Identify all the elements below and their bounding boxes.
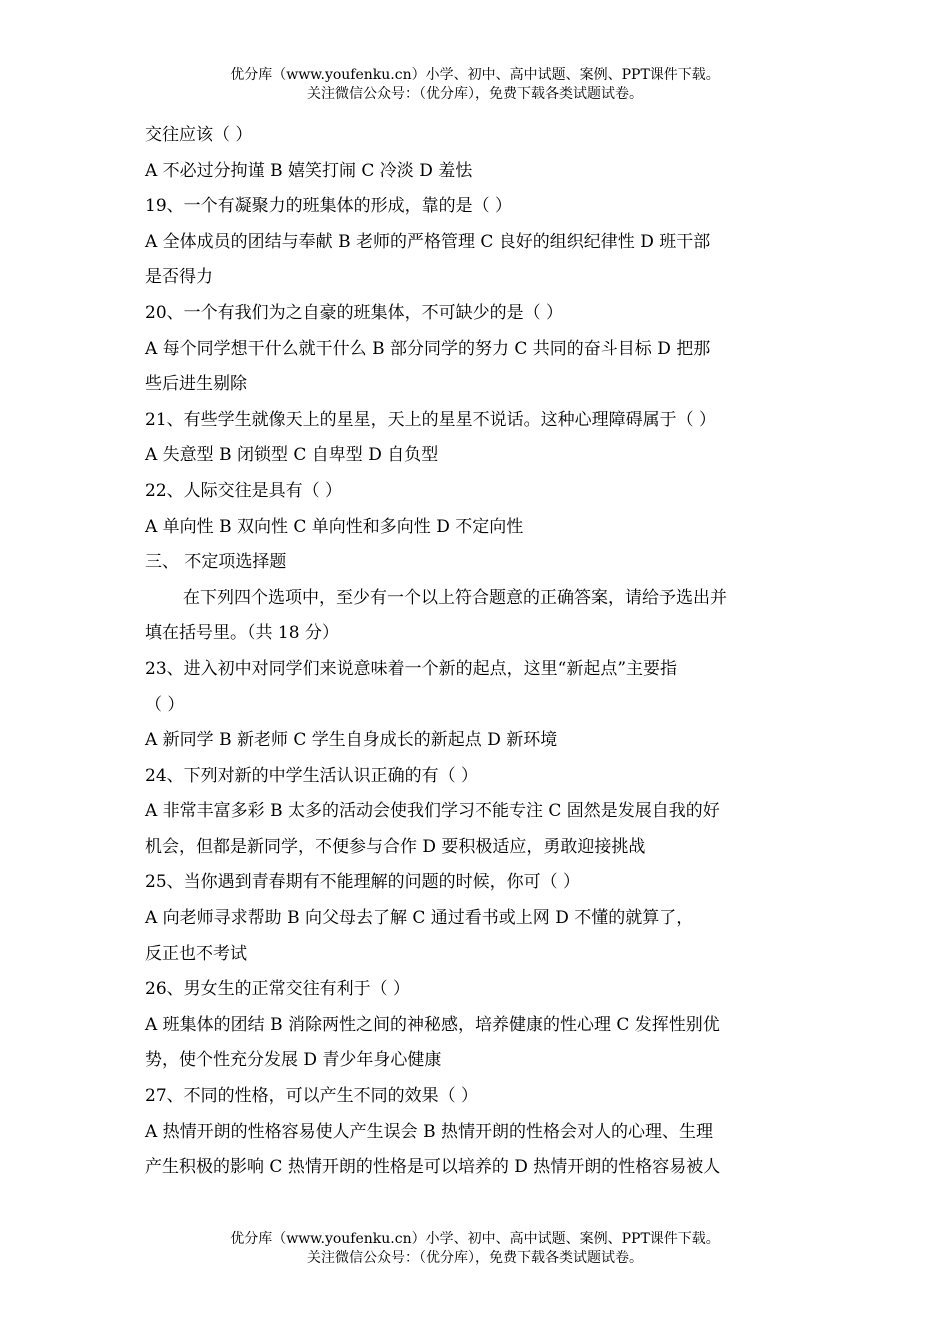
text-line: A 全体成员的团结与奉献 B 老师的严格管理 C 良好的组织纪律性 D 班干部 — [145, 231, 711, 252]
instruction-line: 填在括号里。（共 18 分） — [145, 623, 339, 644]
text-line: A 每个同学想干什么就干什么 B 部分同学的努力 C 共同的奋斗目标 D 把那 — [145, 338, 711, 359]
question-content — [145, 118, 810, 1186]
header-line-2: 关注微信公众号：（优分库），免费下载各类试题试卷。 — [307, 86, 643, 102]
text-line: 21、有些学生就像天上的星星，天上的星星不说话。这种心理障碍属于（ ） — [145, 409, 717, 430]
text-line: 27、不同的性格，可以产生不同的效果（ ） — [145, 1086, 479, 1107]
text-line: 23、进入初中对同学们来说意味着一个新的起点，这里“新起点”主要指 — [145, 658, 678, 679]
text-line: A 失意型 B 闭锁型 C 自卑型 D 自负型 — [145, 445, 439, 466]
text-line: 产生积极的影响 C 热情开朗的性格是可以培养的 D 热情开朗的性格容易被人 — [145, 1157, 721, 1178]
page-header — [0, 66, 950, 104]
text-line: 20、一个有我们为之自豪的班集体，不可缺少的是（ ） — [145, 302, 564, 323]
text-line: 势，使个性充分发展 D 青少年身心健康 — [145, 1050, 442, 1071]
text-line: A 热情开朗的性格容易使人产生误会 B 热情开朗的性格会对人的心理、生理 — [145, 1121, 713, 1142]
header-line-1: 优分库（www.youfenku.cn）小学、初中、高中试题、案例、PPT课件下载。 — [230, 67, 720, 83]
text-line: 22、人际交往是具有（ ） — [145, 480, 343, 501]
text-line: A 向老师寻求帮助 B 向父母去了解 C 通过看书或上网 D 不懂的就算了， — [145, 908, 694, 929]
page-footer — [0, 1230, 950, 1268]
text-line: A 新同学 B 新老师 C 学生自身成长的新起点 D 新环境 — [145, 730, 558, 751]
section-heading: 三、 不定项选择题 — [145, 552, 287, 573]
text-line: A 单向性 B 双向性 C 单向性和多向性 D 不定向性 — [145, 516, 524, 537]
text-line: 19、一个有凝聚力的班集体的形成，靠的是（ ） — [145, 196, 513, 217]
text-line: A 班集体的团结 B 消除两性之间的神秘感，培养健康的性心理 C 发挥性别优 — [145, 1014, 720, 1035]
instruction-line: 在下列四个选项中，至少有一个以上符合题意的正确答案，请给予选出并 — [183, 587, 727, 608]
text-line: 24、下列对新的中学生活认识正确的有（ ） — [145, 765, 479, 786]
text-line: 反正也不考试 — [145, 943, 247, 964]
text-line: 交往应该（ ） — [145, 125, 253, 145]
text-line: 是否得力 — [145, 267, 213, 288]
text-line: A 非常丰富多彩 B 太多的活动会使我们学习不能专注 C 固然是发展自我的好 — [145, 801, 720, 822]
text-line: 25、当你遇到青春期有不能理解的问题的时候，你可（ ） — [145, 872, 581, 893]
footer-line-2: 关注微信公众号：（优分库），免费下载各类试题试卷。 — [307, 1250, 643, 1266]
text-line: 些后进生剔除 — [145, 374, 247, 395]
footer-line-1: 优分库（www.youfenku.cn）小学、初中、高中试题、案例、PPT课件下载。 — [230, 1231, 720, 1247]
text-line: A 不必过分拘谨 B 嬉笑打闹 C 冷淡 D 羞怯 — [145, 160, 473, 181]
text-line: 机会，但都是新同学，不便参与合作 D 要积极适应，勇敢迎接挑战 — [145, 836, 646, 857]
text-line: 26、男女生的正常交往有利于（ ） — [145, 979, 411, 1000]
text-line: （ ） — [145, 694, 185, 715]
